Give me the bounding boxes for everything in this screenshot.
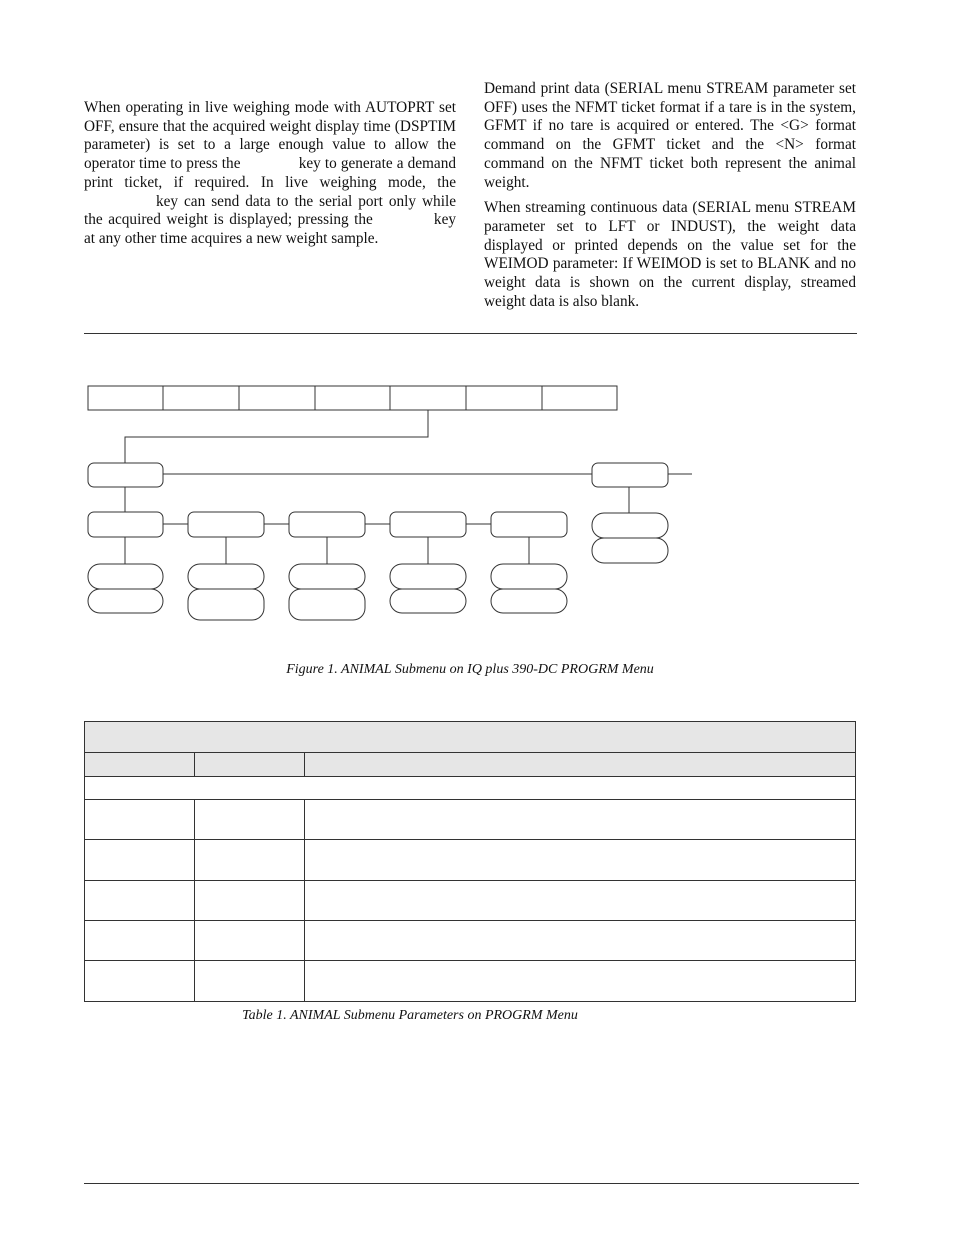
table-cell <box>195 880 305 920</box>
table-row <box>85 840 856 880</box>
value-choice-node <box>592 538 668 563</box>
text-run: key at any other time acquires a new weight sample. <box>84 211 457 247</box>
parameter-node <box>289 512 365 537</box>
value-choice-node <box>289 564 365 589</box>
parameter-node <box>390 512 466 537</box>
parameter-table <box>84 721 856 1002</box>
table-cell <box>85 840 195 880</box>
value-choice-node <box>390 564 466 589</box>
value-choice-node <box>88 589 163 613</box>
value-choice-node <box>390 589 466 613</box>
animal-submenu-node <box>88 463 163 487</box>
value-choice-node <box>188 564 264 589</box>
table-cell <box>195 961 305 1002</box>
table-row <box>85 799 856 839</box>
table-group-row <box>85 776 856 799</box>
header-cell <box>305 753 856 776</box>
table-cell <box>85 799 195 839</box>
diagram-top-menu-bar <box>88 386 617 410</box>
table-cell <box>85 921 195 961</box>
connector-line <box>125 410 428 463</box>
paragraph-streaming: When streaming continuous data (SERIAL menu STREAM parameter set to LFT or INDUST), the weight data displayed or printed depends on the value set for the WEIMOD parameter: If WEIMOD is set to BLANK and no weight data is shown on the current display, streamed weight data is also blank. <box>484 199 856 310</box>
table-row <box>85 961 856 1002</box>
table-cell <box>305 840 856 880</box>
value-choice-node <box>491 564 567 589</box>
table-cell <box>85 880 195 920</box>
table-row <box>85 880 856 920</box>
text-run: key can send data to the serial port only while the acquired weight is displayed; pressing the <box>84 192 456 229</box>
value-choice-node <box>592 513 668 538</box>
header-cell <box>85 753 195 776</box>
figure-caption: Figure 1. ANIMAL Submenu on IQ plus 390-DC PROGRM Menu <box>286 662 654 677</box>
table-cell <box>195 840 305 880</box>
value-choice-node <box>491 589 567 613</box>
value-choice-node <box>289 589 365 620</box>
table-header-row <box>85 753 856 776</box>
table-cell <box>305 921 856 961</box>
table-row <box>85 921 856 961</box>
table-cell <box>305 880 856 920</box>
table-cell <box>305 961 856 1002</box>
table-cell <box>195 921 305 961</box>
table-cell <box>305 799 856 839</box>
parameter-node <box>88 512 163 537</box>
text-run: When operating in live weighing mode with AUTOPRT set OFF, ensure that the acquired weight display time (DSPTIM parameter) is set to a large enough value to allow the operator time to press the <box>84 99 456 173</box>
group-cell <box>85 776 856 799</box>
footer-divider <box>84 1183 859 1184</box>
header-cell <box>195 753 305 776</box>
diagram-nodes <box>88 463 668 620</box>
paragraph-demand-print: Demand print data (SERIAL menu STREAM parameter set OFF) uses the NFMT ticket format if a tare is in the system, GFMT if no tare is acquired or entered. The <G> format command on the GFMT ticket and the <N> format command on the NFMT ticket both represent the animal weight. <box>484 80 856 191</box>
menu-bar-outline <box>88 386 617 410</box>
table-caption: Table 1. ANIMAL Submenu Parameters on PROGRM Menu <box>242 1008 578 1023</box>
next-submenu-node <box>592 463 668 487</box>
value-choice-node <box>188 589 264 620</box>
table-title <box>85 722 856 753</box>
table-cell <box>195 799 305 839</box>
value-choice-node <box>88 564 163 589</box>
table-cell <box>85 961 195 1002</box>
table-title-row <box>85 722 856 753</box>
parameter-node <box>491 512 567 537</box>
text-run: key to generate a demand print ticket, if required. In live weighing mode, the <box>84 155 457 191</box>
parameter-node <box>188 512 264 537</box>
